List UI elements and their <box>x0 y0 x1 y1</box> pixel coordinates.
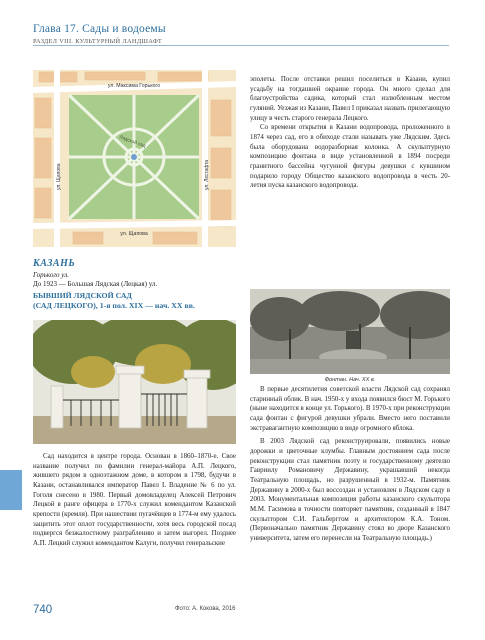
page-number: 740 <box>33 604 53 616</box>
street-label-left: ул. Щапова <box>56 163 62 190</box>
map-drawing <box>33 70 236 247</box>
right-column-bottom <box>250 385 450 544</box>
side-tab <box>0 470 22 510</box>
paragraph: В первые десятилетия советской власти Лядской сад сохранял старинный облик. В нач. 1950-х у входа появился бюст М. Горького (ныне находится в конце ул. Горького). В 1970-х при реконструкции сада фонтан с фигурой девушки убрали. Вместо него поставили экстравагантную композицию в виде огромного яблока. <box>250 386 450 432</box>
paragraph: Со времени открытия в Казани водопровода, проложенного в 1874 через сад, его в обиходе стали называть уже Лядским. Здесь была оборудована водоразборная колонка. А скульптурную композицию фонтана в виде установленной в 1894 посреди гранитного бассейна чугунной фигуры девушки с кувшином подарило городу Общество казанского водопровода в честь 20-летия пуска казанского водопровода. <box>250 124 450 190</box>
photo-fountain <box>250 289 450 374</box>
historic-fountain-photo <box>250 289 450 374</box>
paragraph: Сад находится в центре города. Основан в 1860–1870-е. Свое название получил по фамилии генерал-майора А.П. Лецкого, жившего рядом в одноэтажном доме, в котором в 1798, будучи в Казани, останавливался император Павел I. Владение № 6 по ул. Гоголя снесено в 1980. Первый домовладелец Алексей Петрович Лецкой в ранге офицера в 1770-х служил комендантом Казанской крепости (кремля). При нашествии пугачёвцев в 1774-м ему удалось защитить этот оплот государственности, хотя весь городской посад подвергся безжалостному разграблению и затем выгорел. Позднее А.П. Лецкий служил комендантом Калуги, получил генеральские <box>33 453 236 547</box>
former-street-name: До 1923 — Большая Лядская (Лецкая) ул. <box>33 280 158 288</box>
street-label-bottom: ул. Щапова <box>120 231 148 237</box>
photo-gate <box>33 320 236 444</box>
section-subtitle: РАЗДЕЛ VIII. КУЛЬТУРНЫЙ ЛАНДШАФТ <box>33 38 163 45</box>
garden-label: Лядской сад <box>118 135 147 150</box>
paragraph: В 2003 Лядской сад реконструировали, появились новые дорожки и цветочные клумбы. Главным достоянием сада после реконструкции стал памятник поэту и государственному деятелю Гавриилу Романовичу Державину, украшавший некогда Театральную площадь, но разрушенный в 1932-м. Памятник Державину в 2000-х был воссоздан и установлен в Лядском саду в 2003. Монументальная композиция работы казанского скульптора М.М. Гасимова в точности повторяет памятник, созданный в 1847 скульптором С.И. Гальберггом и архитектором К.А. Тоном. (Первоначально памятник Державину стоял во дворе Казанского университета, затем его перенесли на Театральную площадь.) <box>250 438 450 542</box>
garden-gate-photo <box>33 320 236 444</box>
photo-caption: Фонтан. Нач. XX в. <box>324 377 376 383</box>
photo-credit: Фото: А. Кокова, 2016 <box>175 606 236 612</box>
garden-title-line-1: БЫВШИЙ ЛЯДСКОЙ САД <box>33 291 132 300</box>
city-heading: КАЗАНЬ <box>33 258 76 269</box>
street-label-right: ул. Лесгафта <box>204 159 210 190</box>
garden-map <box>33 70 236 247</box>
header-divider <box>33 45 449 46</box>
chapter-title: Глава 17. Сады и водоемы <box>33 23 166 35</box>
paragraph: эполеты. После отставки решил поселиться в Казани, купил усадьбу на тогдашней окраине города. Он много сделал для благоустройства садика, который стал излюбленным местом гуляний. Уезжая из Казани, Павел I приказал назвать прилегающую улицу в честь старого генерала Лецкого. <box>250 76 450 122</box>
street-label-top: ул. Максима Горького <box>107 83 161 89</box>
left-column-text <box>33 452 236 549</box>
garden-title <box>33 291 253 311</box>
right-column-top <box>250 75 450 191</box>
garden-title-line-2: (САД ЛЕЦКОГО), 1-я пол. XIX — нач. XX вв. <box>33 301 195 310</box>
street-name: Горького ул. <box>33 271 70 279</box>
